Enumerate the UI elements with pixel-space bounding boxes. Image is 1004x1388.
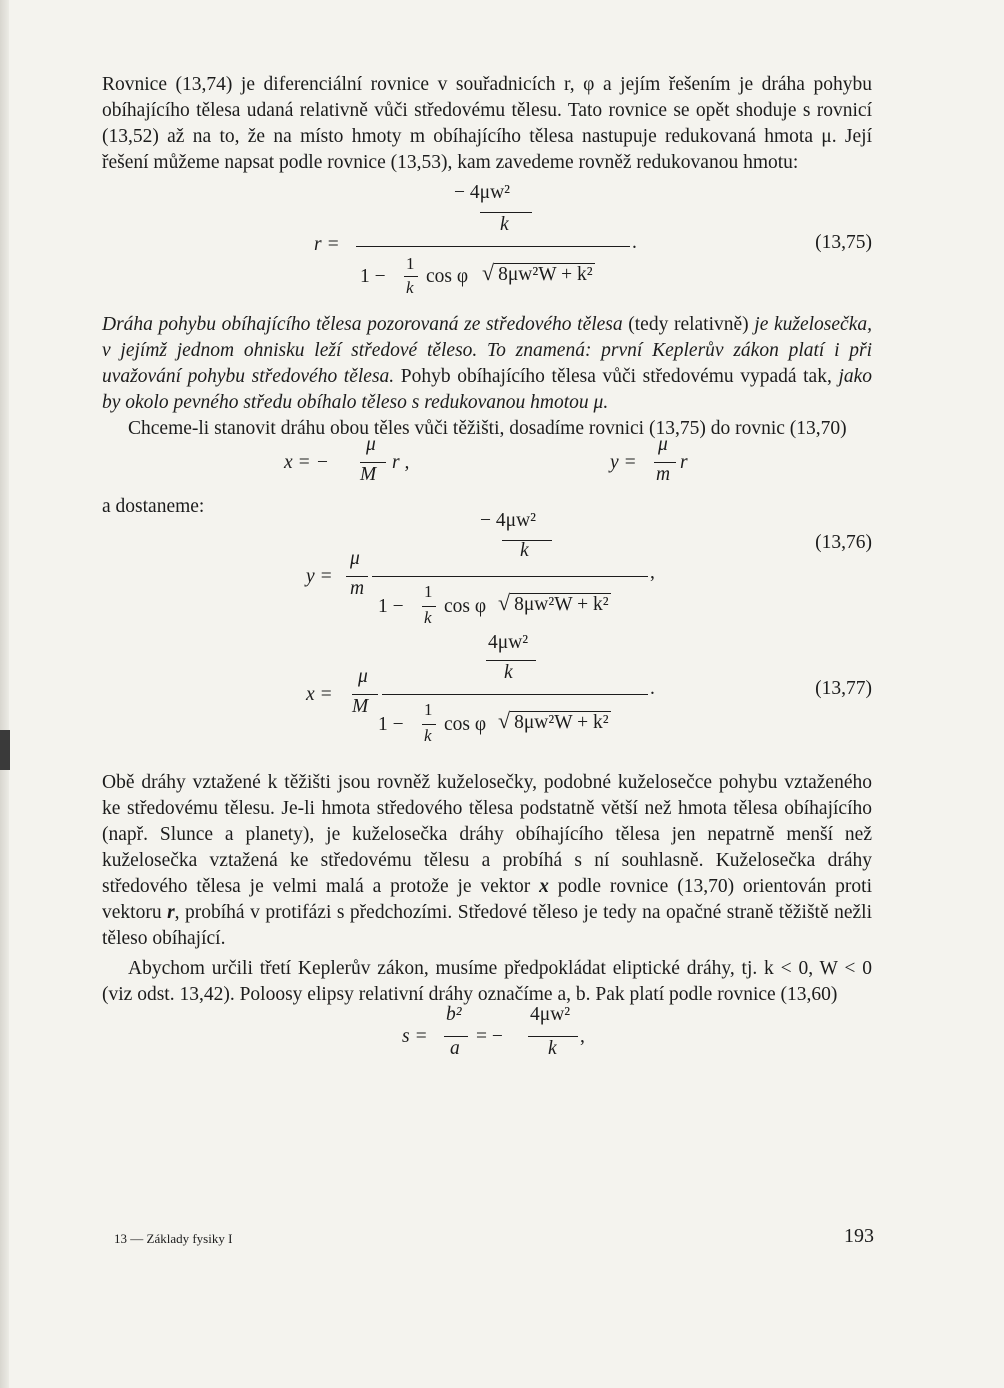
para2-italic-3: jako by okolo pevného středu obíhalo těleso s redukovanou hmotou μ.	[102, 366, 873, 413]
eq76-mu-bar	[346, 576, 368, 577]
equation-x-y	[102, 434, 872, 494]
eqs-f2-den: k	[548, 1038, 557, 1059]
eqs-f1-num: b²	[446, 1004, 462, 1025]
eq77-main-fraction-bar	[382, 694, 648, 695]
eq75-den-prefix: 1 −	[360, 266, 386, 287]
eq75-den-frac-num: 1	[406, 254, 415, 273]
para5-part-b: podle rovnice (13,70) orientován proti vektoru	[102, 876, 872, 923]
eq76-den-frac-den: k	[424, 608, 432, 627]
eq75-inner-numerator: − 4μw²	[454, 182, 511, 203]
sqrt-symbol: √	[482, 260, 495, 285]
eq76-mu: μ	[350, 548, 360, 569]
eq76-end: ,	[650, 562, 655, 583]
eq76-sqrt	[498, 590, 611, 616]
eq75-lhs: r =	[314, 234, 340, 255]
eq77-number: (13,77)	[815, 678, 872, 699]
eq75-cos: cos φ	[426, 266, 469, 287]
eq75-number: (13,75)	[815, 232, 872, 253]
para2-normal-1: (tedy relativně)	[622, 314, 755, 335]
eq77-mu-bar	[352, 694, 378, 695]
eqxy-x-bar	[360, 462, 386, 463]
eqs-lhs: s =	[402, 1026, 428, 1047]
sqrt-symbol: √	[498, 590, 511, 615]
eq76-number: (13,76)	[815, 532, 872, 553]
para2-italic-2: je kuželosečka, v jejímž jednom ohnisku leží středové těleso. To znamená: první Keplerův zákon platí i při uvažování pohybu středového tělesa.	[102, 314, 872, 387]
eq76-inner-denominator: k	[520, 540, 529, 561]
eq76-den-prefix: 1 −	[378, 596, 404, 617]
paragraph-1: Rovnice (13,74) je diferenciální rovnice v souřadnicích r, φ a jejím řešením je dráha pohybu obíhajícího tělesa udaná relativně vůči středovému tělesu. Tato rovnice se opět shoduje s rovnicí (13,52) až na to, že na místo hmoty m obíhajícího tělesa nastupuje redukovaná hmota μ. Její řešení můžeme napsat podle rovnice (13,53), kam zavedeme rovněž redukovanou hmotu:	[102, 74, 872, 173]
eq76-cos: cos φ	[444, 596, 487, 617]
para5-vector-x: x	[539, 876, 549, 897]
eq76-den-frac-bar	[422, 606, 436, 607]
footer-book-title: 13 — Základy fysiky I	[114, 1231, 233, 1246]
page-body	[102, 72, 872, 1068]
eq77-sqrt	[498, 708, 611, 734]
eq75-main-fraction-bar	[356, 246, 630, 247]
equation-s	[102, 1004, 872, 1068]
sqrt-symbol: √	[498, 708, 511, 733]
equation-13-77	[102, 632, 872, 762]
eq77-inner-fraction-bar	[486, 660, 536, 661]
eqxy-x-rhs: r ,	[392, 452, 410, 473]
eqs-f1-bar	[444, 1036, 468, 1037]
eqxy-y-rhs: r	[680, 452, 688, 473]
eqxy-x-num: μ	[366, 434, 376, 455]
eqs-f1-den: a	[450, 1038, 460, 1059]
eq77-den-frac-num: 1	[424, 700, 433, 719]
eq77-M: M	[352, 696, 369, 717]
eq76-lhs: y =	[306, 566, 333, 587]
eq76-main-fraction-bar	[372, 576, 648, 577]
eq77-sqrt-content: 8μw²W + k²	[510, 711, 611, 734]
eqxy-y-den: m	[656, 464, 671, 485]
eq75-sqrt	[482, 260, 595, 286]
eqs-f2-num: 4μw²	[530, 1004, 571, 1025]
eq77-den-prefix: 1 −	[378, 714, 404, 735]
para2-normal-2: Pohyb obíhajícího tělesa vůči středovému vypadá tak,	[394, 366, 839, 387]
paragraph-2	[102, 312, 872, 416]
paragraph-3: Chceme-li stanovit dráhu obou těles vůči těžišti, dosadíme rovnici (13,75) do rovnic (13,70)	[128, 418, 847, 439]
eq76-sqrt-content: 8μw²W + k²	[510, 593, 611, 616]
eq76-m: m	[350, 578, 365, 599]
para5-part-c: , probíhá v protifázi s předchozími. Středové těleso je tedy na opačné straně těžiště nežli těleso obíhající.	[102, 902, 872, 949]
eq75-inner-fraction-bar	[480, 212, 532, 213]
para2-italic-1: Dráha pohybu obíhajícího tělesa pozorovaná ze středového tělesa	[102, 314, 623, 335]
eqxy-y-lhs: y =	[610, 452, 637, 473]
paragraph-5	[102, 770, 872, 952]
eq77-cos: cos φ	[444, 714, 487, 735]
eqxy-y-bar	[654, 462, 676, 463]
eq76-inner-numerator: − 4μw²	[480, 510, 537, 531]
eq77-den-frac-den: k	[424, 726, 432, 745]
binding-mark	[0, 730, 10, 770]
paragraph-6: Abychom určili třetí Keplerův zákon, musíme předpokládat eliptické dráhy, tj. k < 0, W < 0 (viz odst. 13,42). Poloosy elipsy relativní dráhy označíme a, b. Pak platí podle rovnice (13,60)	[102, 958, 872, 1005]
eq77-mu: μ	[358, 666, 368, 687]
eq75-den-frac-den: k	[406, 278, 414, 297]
eq75-den-frac-bar	[404, 276, 418, 277]
eq75-end: .	[632, 232, 637, 253]
page-binding-edge	[0, 0, 9, 1388]
eq77-den-frac-bar	[422, 724, 436, 725]
eq76-den-frac-num: 1	[424, 582, 433, 601]
eqs-mid: = −	[476, 1026, 503, 1047]
eq77-end: .	[650, 678, 655, 699]
eqxy-y-num: μ	[658, 434, 668, 455]
eq75-sqrt-content: 8μw²W + k²	[494, 263, 595, 286]
equation-13-76	[102, 510, 872, 638]
eq75-inner-denominator: k	[500, 214, 509, 235]
eqxy-x-den: M	[360, 464, 377, 485]
page-number: 193	[844, 1225, 874, 1247]
eq77-lhs: x =	[306, 684, 333, 705]
eqs-end: ,	[580, 1026, 585, 1047]
eqxy-x-lhs: x = −	[284, 452, 329, 473]
para5-part-a: Obě dráhy vztažené k těžišti jsou rovněž kuželosečky, podobné kuželosečce pohybu vztaženého ke středovému tělesu. Je-li hmota středového tělesa podstatně větší než hmota tělesa obíhajícího (např. Slunce a planety), je kuželosečka dráhy obíhajícího tělesa jen nepatrně menší než kuželosečka vztažená ke středovému tělesu a probíhá s ní souhlasně. Kuželosečka dráhy středového tělesa je velmi malá a protože je vektor	[102, 772, 872, 897]
paragraph-4: a dostaneme:	[102, 496, 205, 517]
eq77-inner-denominator: k	[504, 662, 513, 683]
page-footer	[102, 1225, 874, 1249]
para5-vector-r: r	[167, 902, 175, 923]
eq77-inner-numerator: 4μw²	[488, 632, 529, 653]
eqs-f2-bar	[528, 1036, 578, 1037]
equation-13-75	[102, 176, 872, 302]
